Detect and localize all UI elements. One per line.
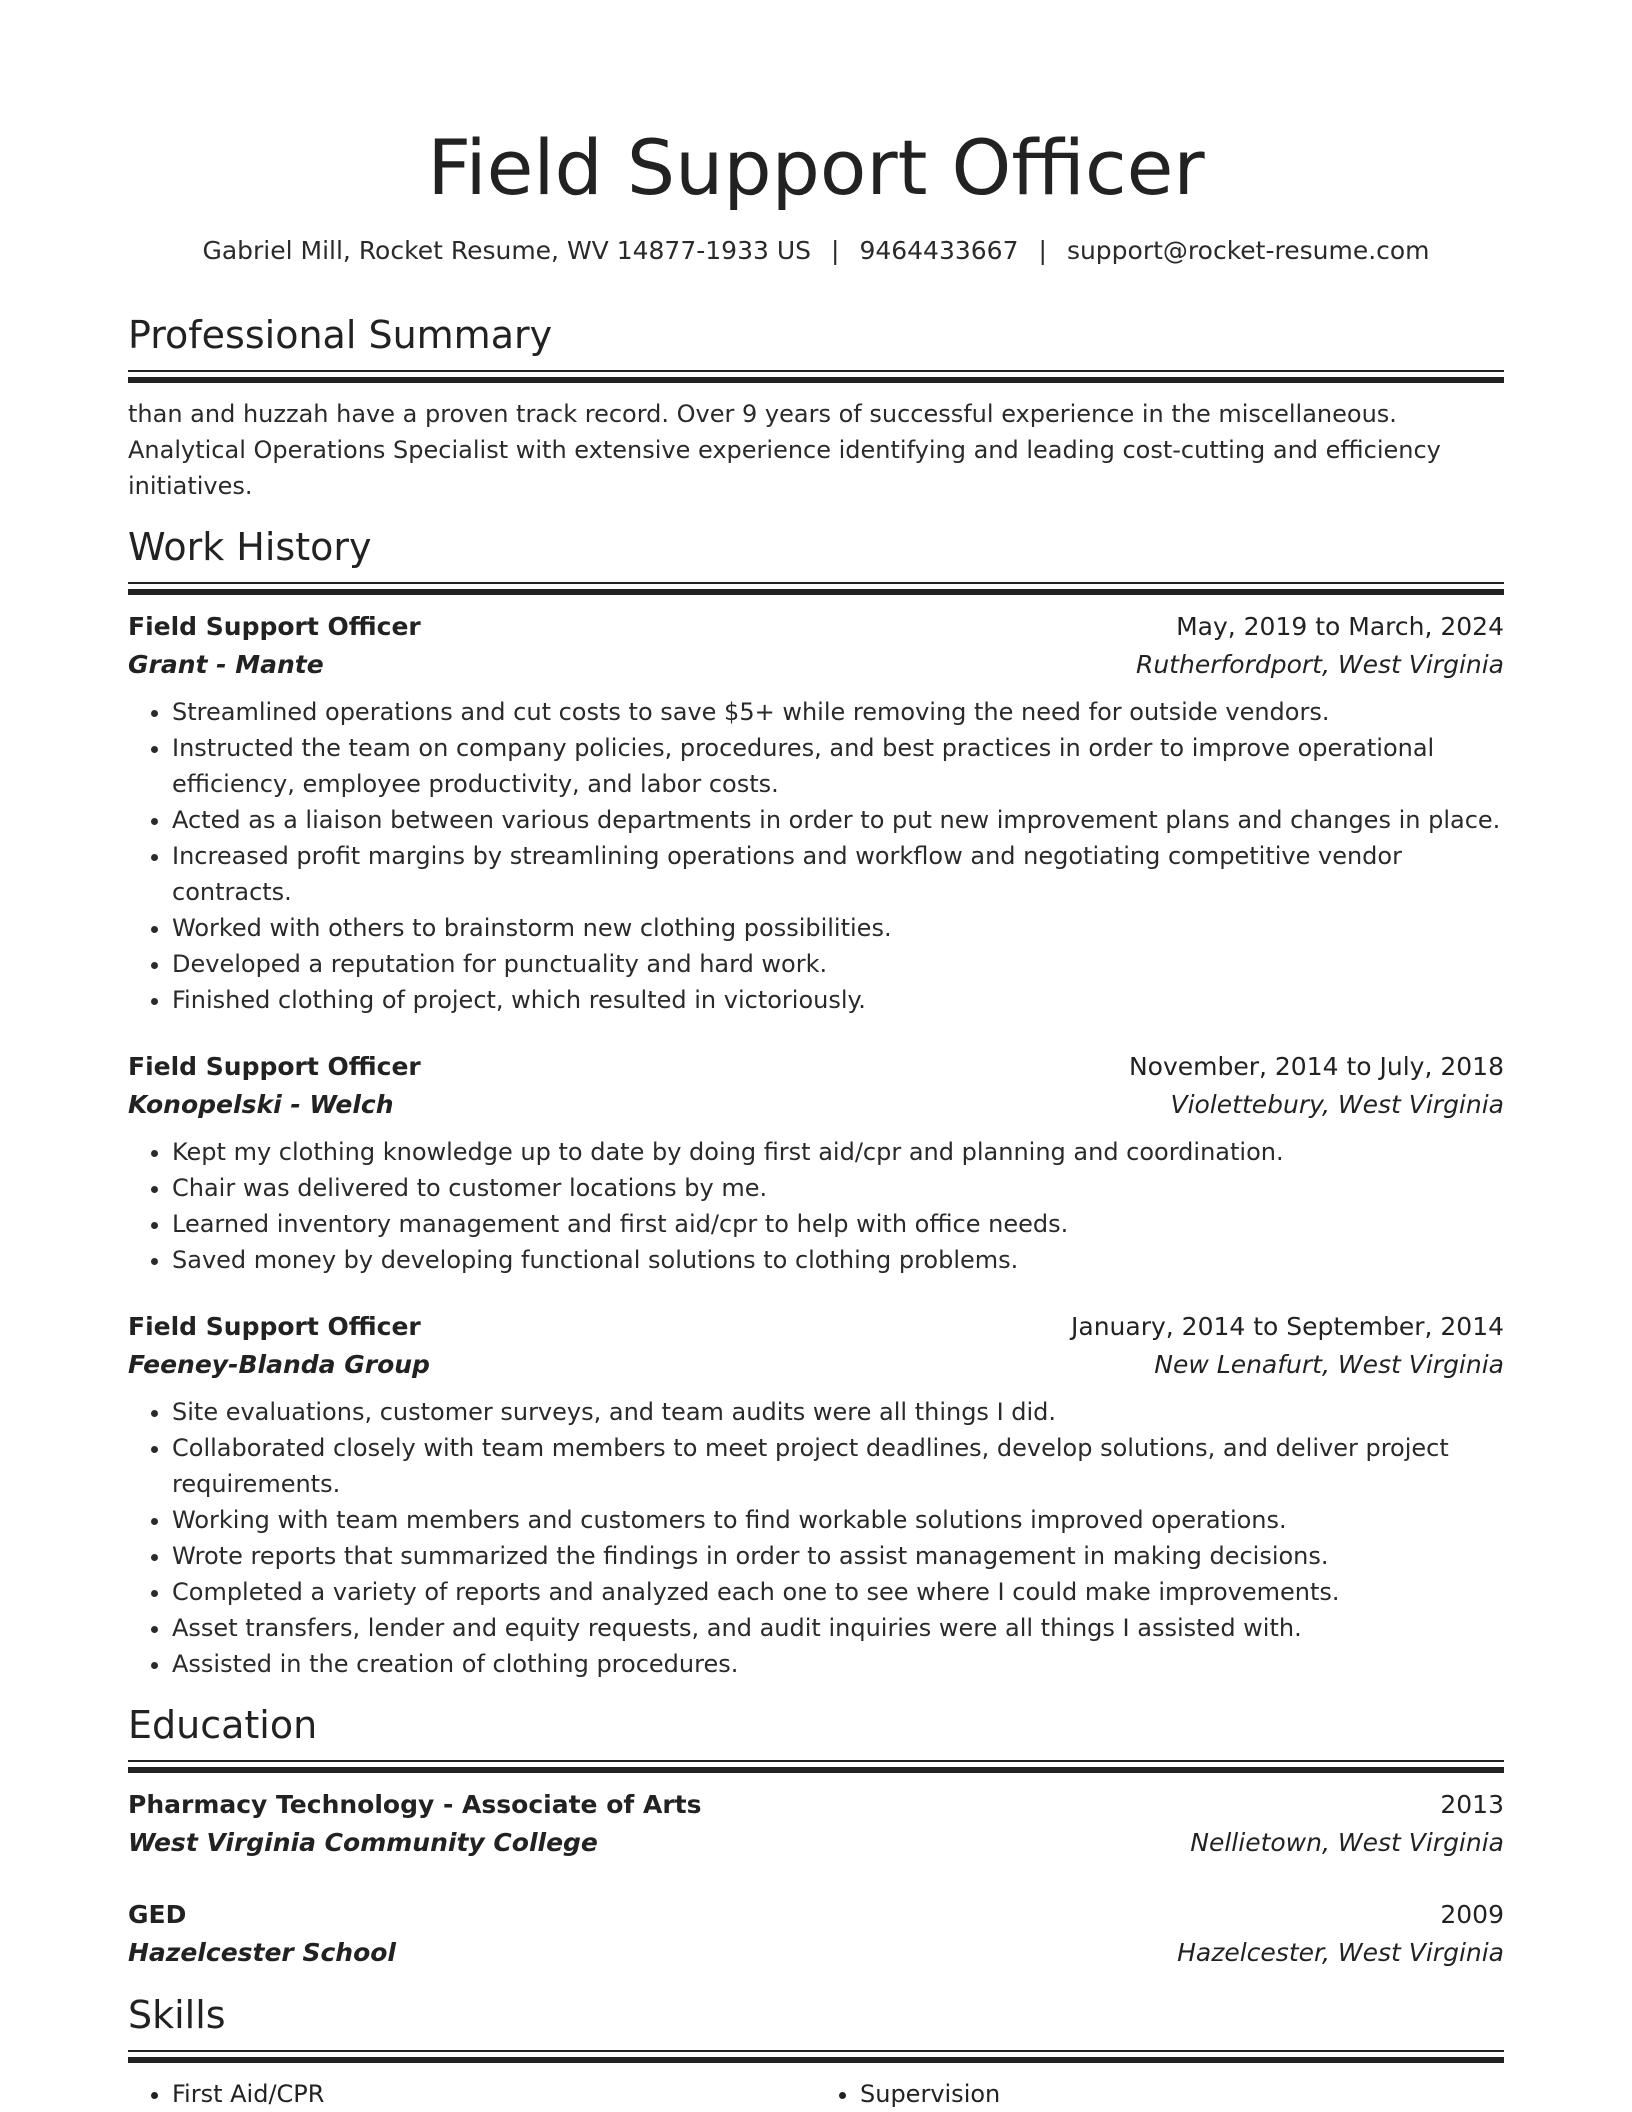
- section-title-work: Work History: [128, 525, 372, 569]
- job-dates: November, 2014 to July, 2018: [1128, 1052, 1504, 1081]
- list-item: • Increased profit margins by streamlining operations and workflow and negotiating competitive vendor contracts.: [172, 838, 1504, 910]
- section-title-education: Education: [128, 1703, 318, 1747]
- section-divider: [128, 1760, 1504, 1774]
- contact-line: [128, 234, 1504, 268]
- list-item: • First Aid/CPR: [172, 2076, 816, 2112]
- list-item: • Working with team members and customers to find workable solutions improved operations.: [172, 1502, 1504, 1538]
- education-degree: Pharmacy Technology - Associate of Arts: [128, 1790, 702, 1819]
- summary-section: [128, 310, 1504, 504]
- education-school: West Virginia Community College: [128, 1828, 598, 1857]
- education-entry: [128, 1786, 1504, 1862]
- contact-email: support@rocket-resume.com: [1066, 236, 1430, 265]
- section-title-skills: Skills: [128, 1993, 226, 2037]
- list-item: • Learned inventory management and first aid/cpr to help with office needs.: [172, 1206, 1504, 1242]
- education-school: Hazelcester School: [128, 1938, 397, 1967]
- contact-phone: 9464433667: [859, 236, 1019, 265]
- job-entry: [128, 608, 1504, 1018]
- list-item: • Wrote reports that summarized the findings in order to assist management in making decisions.: [172, 1538, 1504, 1574]
- job-bullets: [128, 1394, 1504, 1682]
- education-year: 2013: [1440, 1790, 1504, 1819]
- list-item: • Collaborated closely with team members to meet project deadlines, develop solutions, and deliver project requirements.: [172, 1430, 1504, 1502]
- section-divider: [128, 2050, 1504, 2064]
- list-item: • Assisted in the creation of clothing procedures.: [172, 1646, 1504, 1682]
- education-year: 2009: [1440, 1900, 1504, 1929]
- job-entry: [128, 1048, 1504, 1278]
- contact-address: Gabriel Mill, Rocket Resume, WV 14877-1933 US: [202, 236, 811, 265]
- skills-column-right: [816, 2076, 1504, 2112]
- list-item: • Acted as a liaison between various departments in order to put new improvement plans and changes in place.: [172, 802, 1504, 838]
- job-location: New Lenafurt, West Virginia: [1154, 1350, 1504, 1379]
- section-divider: [128, 370, 1504, 384]
- contact-separator: |: [1038, 236, 1047, 265]
- list-item: • Chair was delivered to customer locations by me.: [172, 1170, 1504, 1206]
- list-item: • Instructed the team on company policies, procedures, and best practices in order to improve operational efficiency, employee productivity, and labor costs.: [172, 730, 1504, 802]
- resume-name: Field Support Officer: [427, 123, 1205, 212]
- list-item: • Saved money by developing functional solutions to clothing problems.: [172, 1242, 1504, 1278]
- list-item: • Finished clothing of project, which resulted in victoriously.: [172, 982, 1504, 1018]
- education-location: Hazelcester, West Virginia: [1177, 1938, 1504, 1967]
- skills-column-left: [128, 2076, 816, 2112]
- list-item: • Site evaluations, customer surveys, and team audits were all things I did.: [172, 1394, 1504, 1430]
- list-item: • Developed a reputation for punctuality and hard work.: [172, 946, 1504, 982]
- skills-list: [128, 2076, 1504, 2112]
- job-bullets: [128, 1134, 1504, 1278]
- list-item: • Worked with others to brainstorm new clothing possibilities.: [172, 910, 1504, 946]
- summary-text: than and huzzah have a proven track record. Over 9 years of successful experience in the miscellaneous. Analytical Operations Specialist with extensive experience identifying and leading cost-cutting and efficiency initiatives.: [128, 400, 1441, 500]
- list-item: • Supervision: [860, 2076, 1504, 2112]
- job-company: Konopelski - Welch: [128, 1090, 394, 1119]
- education-entry: [128, 1896, 1504, 1972]
- job-title: Field Support Officer: [128, 612, 421, 641]
- job-title: Field Support Officer: [128, 1052, 421, 1081]
- list-item: • Asset transfers, lender and equity requests, and audit inquiries were all things I assisted with.: [172, 1610, 1504, 1646]
- job-dates: May, 2019 to March, 2024: [1176, 612, 1504, 641]
- job-company: Grant - Mante: [128, 650, 324, 679]
- job-dates: January, 2014 to September, 2014: [1071, 1312, 1504, 1341]
- section-divider: [128, 582, 1504, 596]
- section-title-summary: Professional Summary: [128, 313, 553, 357]
- job-company: Feeney-Blanda Group: [128, 1350, 430, 1379]
- skills-section: [128, 1990, 1504, 2112]
- job-title: Field Support Officer: [128, 1312, 421, 1341]
- education-degree: GED: [128, 1900, 187, 1929]
- job-bullets: [128, 694, 1504, 1018]
- contact-separator: |: [831, 236, 840, 265]
- job-location: Rutherfordport, West Virginia: [1135, 650, 1504, 679]
- education-location: Nellietown, West Virginia: [1190, 1828, 1504, 1857]
- list-item: • Completed a variety of reports and analyzed each one to see where I could make improvements.: [172, 1574, 1504, 1610]
- work-section: [128, 522, 1504, 1682]
- list-item: • Kept my clothing knowledge up to date by doing first aid/cpr and planning and coordination.: [172, 1134, 1504, 1170]
- job-entry: [128, 1308, 1504, 1682]
- resume-content: [128, 0, 1504, 2112]
- job-location: Violettebury, West Virginia: [1170, 1090, 1504, 1119]
- education-section: [128, 1700, 1504, 1972]
- list-item: • Streamlined operations and cut costs to save $5+ while removing the need for outside vendors.: [172, 694, 1504, 730]
